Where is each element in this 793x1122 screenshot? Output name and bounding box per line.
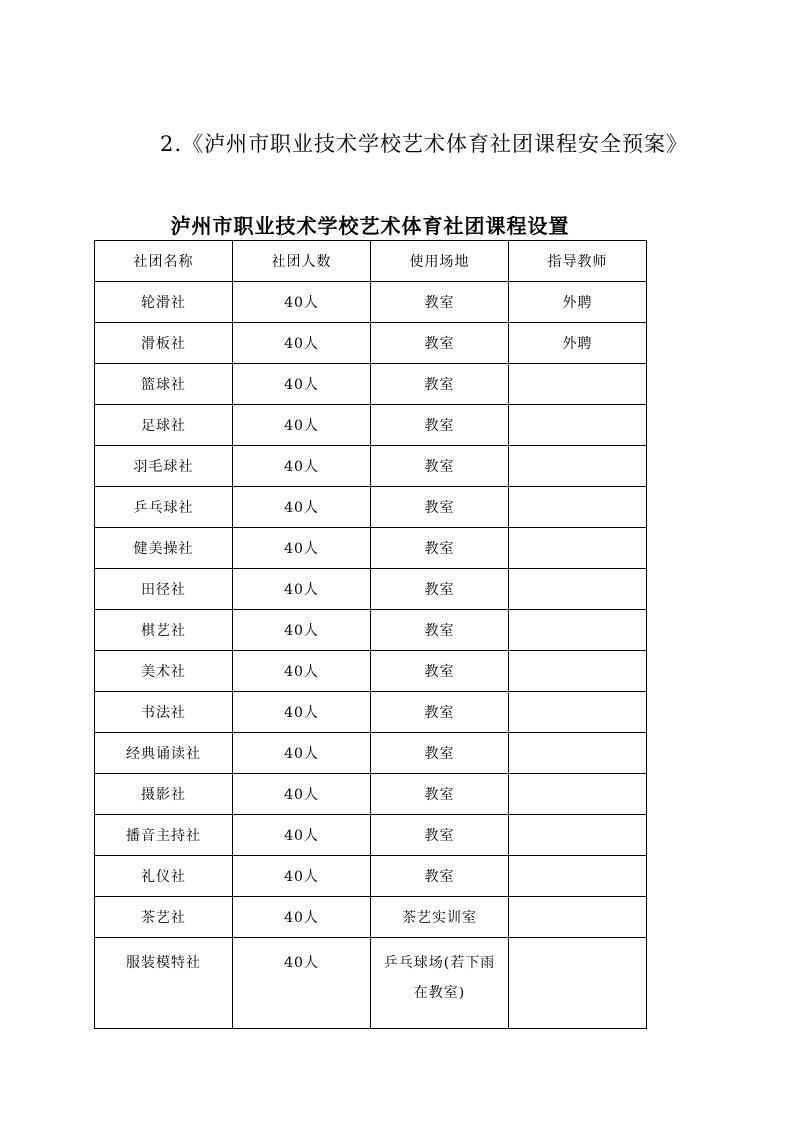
document-heading: 2.《泸州市职业技术学校艺术体育社团课程安全预案》 — [160, 132, 689, 156]
club-teacher — [509, 938, 647, 1029]
club-count: 40人 — [233, 897, 371, 938]
club-count: 40人 — [233, 692, 371, 733]
header-venue: 使用场地 — [371, 241, 509, 282]
club-venue: 教室 — [371, 569, 509, 610]
club-name: 书法社 — [95, 692, 233, 733]
club-teacher — [509, 815, 647, 856]
club-count: 40人 — [233, 569, 371, 610]
club-venue: 教室 — [371, 528, 509, 569]
table-row — [95, 733, 647, 774]
club-teacher — [509, 856, 647, 897]
club-count: 40人 — [233, 323, 371, 364]
club-count: 40人 — [233, 856, 371, 897]
club-name: 棋艺社 — [95, 610, 233, 651]
club-name: 篮球社 — [95, 364, 233, 405]
club-teacher — [509, 774, 647, 815]
table-row — [95, 323, 647, 364]
table-row — [95, 528, 647, 569]
club-name: 田径社 — [95, 569, 233, 610]
club-count: 40人 — [233, 815, 371, 856]
club-venue-line2: 在教室) — [413, 985, 466, 1001]
club-count: 40人 — [233, 405, 371, 446]
club-name: 足球社 — [95, 405, 233, 446]
club-venue-line1: 乒乓球场(若下雨 — [383, 955, 496, 971]
club-venue: 教室 — [371, 446, 509, 487]
club-name: 滑板社 — [95, 323, 233, 364]
club-teacher — [509, 733, 647, 774]
club-venue: 教室 — [371, 364, 509, 405]
table-header-row — [95, 241, 647, 282]
club-count: 40人 — [233, 446, 371, 487]
club-venue: 教室 — [371, 323, 509, 364]
table-row-last — [95, 938, 647, 1029]
club-teacher — [509, 364, 647, 405]
club-name: 礼仪社 — [95, 856, 233, 897]
club-venue: 教室 — [371, 815, 509, 856]
club-name: 服装模特社 — [95, 938, 233, 1029]
club-teacher — [509, 487, 647, 528]
club-teacher: 外聘 — [509, 282, 647, 323]
club-teacher — [509, 528, 647, 569]
club-count: 40人 — [233, 528, 371, 569]
club-venue: 教室 — [371, 487, 509, 528]
club-name: 健美操社 — [95, 528, 233, 569]
table-row — [95, 692, 647, 733]
table-row — [95, 569, 647, 610]
club-count: 40人 — [233, 774, 371, 815]
club-teacher — [509, 897, 647, 938]
club-venue: 教室 — [371, 610, 509, 651]
table-row — [95, 610, 647, 651]
table-row — [95, 282, 647, 323]
club-name: 茶艺社 — [95, 897, 233, 938]
club-venue: 教室 — [371, 856, 509, 897]
table-row — [95, 815, 647, 856]
table-row — [95, 897, 647, 938]
club-name: 轮滑社 — [95, 282, 233, 323]
club-count: 40人 — [233, 651, 371, 692]
club-count: 40人 — [233, 733, 371, 774]
club-count: 40人 — [233, 938, 371, 1029]
club-count: 40人 — [233, 487, 371, 528]
table-row — [95, 446, 647, 487]
club-count: 40人 — [233, 364, 371, 405]
club-venue: 教室 — [371, 651, 509, 692]
club-teacher — [509, 651, 647, 692]
club-name: 经典诵读社 — [95, 733, 233, 774]
table-title: 泸州市职业技术学校艺术体育社团课程设置 — [170, 214, 570, 238]
table-row — [95, 487, 647, 528]
header-teacher: 指导教师 — [509, 241, 647, 282]
club-venue: 教室 — [371, 692, 509, 733]
club-teacher — [509, 405, 647, 446]
club-course-table — [94, 240, 647, 1029]
club-name: 播音主持社 — [95, 815, 233, 856]
club-name: 美术社 — [95, 651, 233, 692]
club-count: 40人 — [233, 610, 371, 651]
table-row — [95, 856, 647, 897]
club-name: 摄影社 — [95, 774, 233, 815]
club-venue: 教室 — [371, 733, 509, 774]
header-club-name: 社团名称 — [95, 241, 233, 282]
club-venue — [371, 938, 509, 1029]
club-teacher: 外聘 — [509, 323, 647, 364]
table-row — [95, 364, 647, 405]
club-venue: 教室 — [371, 405, 509, 446]
table-row — [95, 405, 647, 446]
club-venue: 教室 — [371, 282, 509, 323]
club-count: 40人 — [233, 282, 371, 323]
club-venue: 茶艺实训室 — [371, 897, 509, 938]
table-row — [95, 774, 647, 815]
club-teacher — [509, 692, 647, 733]
club-teacher — [509, 446, 647, 487]
header-club-count: 社团人数 — [233, 241, 371, 282]
club-venue: 教室 — [371, 774, 509, 815]
club-teacher — [509, 610, 647, 651]
club-teacher — [509, 569, 647, 610]
club-name: 羽毛球社 — [95, 446, 233, 487]
table-row — [95, 651, 647, 692]
club-name: 乒乓球社 — [95, 487, 233, 528]
